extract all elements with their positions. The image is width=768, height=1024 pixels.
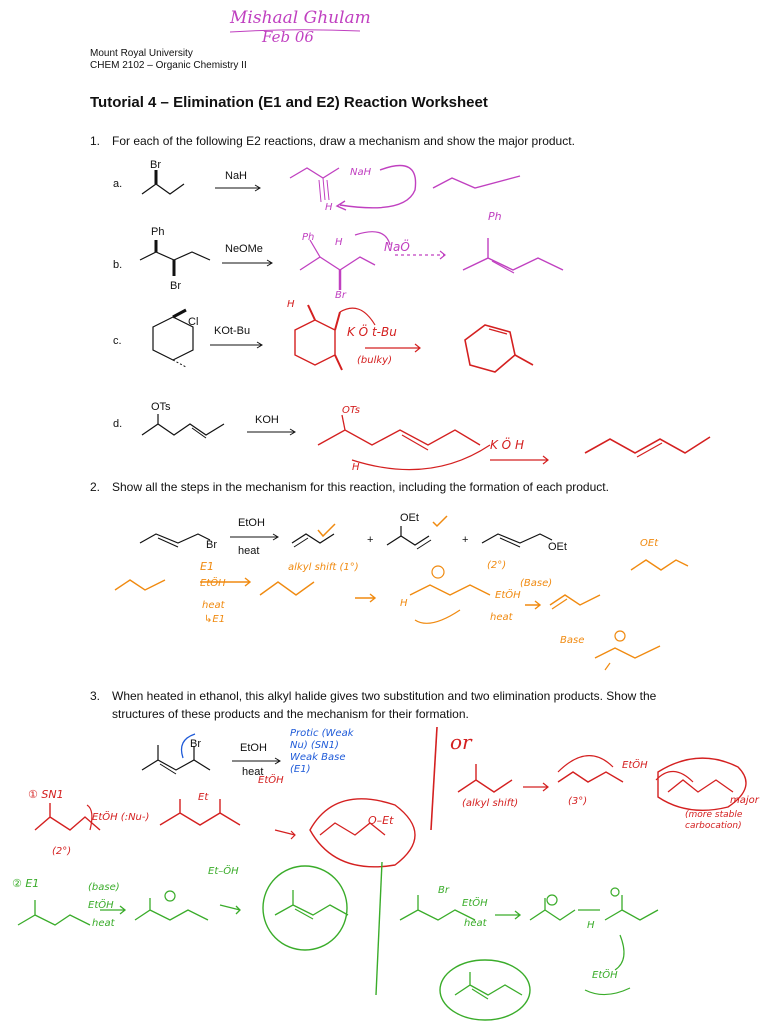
mechanism-a	[285, 150, 435, 220]
ann-b-ph: Ph	[302, 232, 315, 243]
ann-q3-et: Et	[198, 792, 209, 803]
q3-reagent-bottom: heat	[242, 766, 264, 778]
ann-q2-elim	[565, 628, 685, 673]
ann-q3-blue-arrow	[175, 730, 215, 760]
ann-q3-etoh6: EtÖH	[462, 898, 488, 909]
worksheet-title: Tutorial 4 – Elimination (E1 and E2) Reaction Worksheet	[90, 94, 488, 111]
mechanism-b	[295, 225, 455, 305]
ann-q2-heat: heat	[202, 600, 225, 611]
ann-q3-major: major	[730, 795, 759, 806]
ann-q3-e1: ② E1	[12, 877, 40, 890]
product-a	[430, 170, 530, 195]
product2-q2	[385, 520, 455, 555]
reactant-a	[140, 158, 200, 203]
ann-d-h: H	[352, 462, 360, 473]
part-a-label: a.	[113, 178, 123, 190]
reagent-c: KOt-Bu	[214, 325, 251, 337]
divider-red	[425, 725, 445, 835]
ann-q2-heat2: heat	[490, 612, 513, 623]
ann-d-ots: OTs	[342, 405, 361, 416]
ann-q2-e1b: ↳E1	[204, 614, 226, 625]
course: CHEM 2102 – Organic Chemistry II	[90, 60, 247, 71]
mechanism-q3-e1	[10, 880, 390, 960]
q2-plus1: +	[367, 534, 374, 546]
ann-c-h: H	[287, 299, 295, 310]
handwritten-name: Mishaal Ghulam	[230, 8, 371, 28]
sub-b-top: Ph	[151, 226, 165, 238]
ann-q2-2deg: (2°)	[487, 560, 507, 571]
ann-b-ph2: Ph	[488, 210, 502, 223]
ann-a-h: H	[325, 202, 333, 213]
ann-q2-oet: OEt	[640, 538, 659, 549]
arrow-q2	[230, 533, 285, 543]
reactant-d	[140, 410, 240, 450]
ann-q3-etoh2: EtÖH	[258, 775, 284, 786]
ann-q3-or: or	[450, 730, 472, 754]
q2-product3-oet: OEt	[548, 541, 567, 553]
reagent-d: KOH	[255, 414, 279, 426]
mechanism-q2	[110, 560, 630, 670]
sub-b-bottom: Br	[170, 280, 181, 292]
ann-q3-sn1: ① SN1	[28, 788, 64, 801]
question-1: 1. For each of the following E2 reactions, draw a mechanism and show the major product.	[90, 134, 575, 148]
arrow-q3	[232, 757, 287, 767]
ann-q3-etoh3: EtÖH	[622, 760, 648, 771]
ann-q3-br: Br	[438, 885, 449, 896]
ann-q2-etoh: EtÖH	[200, 578, 226, 589]
name-underline	[225, 28, 365, 48]
q2-reactant-br: Br	[206, 539, 217, 551]
ann-q3-protic: Protic (Weak Nu) (SN1) Weak Base (E1)	[290, 728, 354, 775]
product-b	[458, 230, 588, 280]
ann-q3-shift: (alkyl shift)	[462, 798, 519, 809]
ann-q3-h: H	[587, 920, 595, 931]
ann-b-h: H	[335, 237, 343, 248]
ann-q2-base2: Base	[560, 635, 585, 646]
ann-b-base: NaÖ	[384, 240, 410, 254]
ann-q2-etoh2: EtÖH	[495, 590, 521, 601]
institution: Mount Royal University	[90, 48, 193, 59]
divider-green	[370, 860, 390, 1000]
product-c	[455, 310, 545, 385]
ann-q3-etoh5: Et–ÖH	[208, 866, 239, 877]
ann-q3-3deg: (3°)	[568, 796, 588, 807]
sub-a: Br	[150, 159, 161, 171]
arrow-b	[222, 259, 282, 269]
mechanism-q3-e1b	[390, 880, 690, 1020]
ann-b-br: Br	[335, 290, 346, 301]
q2-reagent-bottom: heat	[238, 545, 260, 557]
sub-d: OTs	[151, 401, 171, 413]
ann-q3-2deg: (2°)	[52, 846, 72, 857]
part-d-label: d.	[113, 418, 123, 430]
ann-q2-h: H	[400, 598, 408, 609]
ann-q2-base: (Base)	[520, 578, 553, 589]
ann-q2-e1: E1	[200, 560, 214, 573]
reagent-a: NaH	[225, 170, 248, 182]
question-2: 2. Show all the steps in the mechanism for this reaction, including the formation of each product.	[90, 480, 609, 494]
ann-q3-heat: heat	[92, 918, 115, 929]
product1-q2	[290, 528, 350, 550]
question-3-line2: structures of these products and the mechanism for their formation.	[112, 707, 469, 721]
mechanism-c	[280, 300, 440, 390]
ann-q2-shift: alkyl shift (1°)	[288, 562, 359, 573]
question-3-line1: 3. When heated in ethanol, this alkyl halide gives two substitution and two elimination products. Show the	[90, 689, 657, 703]
arrow-c	[210, 341, 270, 351]
q2-reagent-top: EtOH	[238, 517, 265, 529]
ann-q3-base: (base)	[88, 882, 120, 893]
ann-q3-etoh: EtÖH (:Nu-)	[92, 812, 150, 823]
reagent-b: NeOMe	[225, 243, 263, 255]
arrow-d	[247, 428, 302, 438]
q3-reagent-top: EtOH	[240, 742, 267, 754]
ann-q3-oet: O–Et	[368, 814, 394, 827]
sub-c: Cl	[188, 316, 199, 328]
ann-q3-stable: (more stable carbocation)	[685, 810, 743, 831]
ann-q3-etoh7: EtÖH	[592, 970, 618, 981]
ann-a-base: NaH	[350, 167, 372, 178]
handwritten-date: Feb 06	[262, 28, 314, 46]
ann-q3-etoh4: EtÖH	[88, 900, 114, 911]
part-c-label: c.	[113, 335, 122, 347]
q2-product2-oet: OEt	[400, 512, 419, 524]
arrow-a	[215, 184, 265, 194]
q2-plus2: +	[462, 534, 469, 546]
ann-q2-product	[628, 548, 698, 578]
part-b-label: b.	[113, 259, 123, 271]
ann-c-base: K Ö t-Bu	[347, 325, 397, 339]
ann-q3-heat2: heat	[464, 918, 487, 929]
q3-reactant-br: Br	[190, 738, 201, 750]
ann-c-bulky: (bulky)	[357, 355, 392, 366]
ann-d-base: K Ö H	[490, 438, 524, 452]
